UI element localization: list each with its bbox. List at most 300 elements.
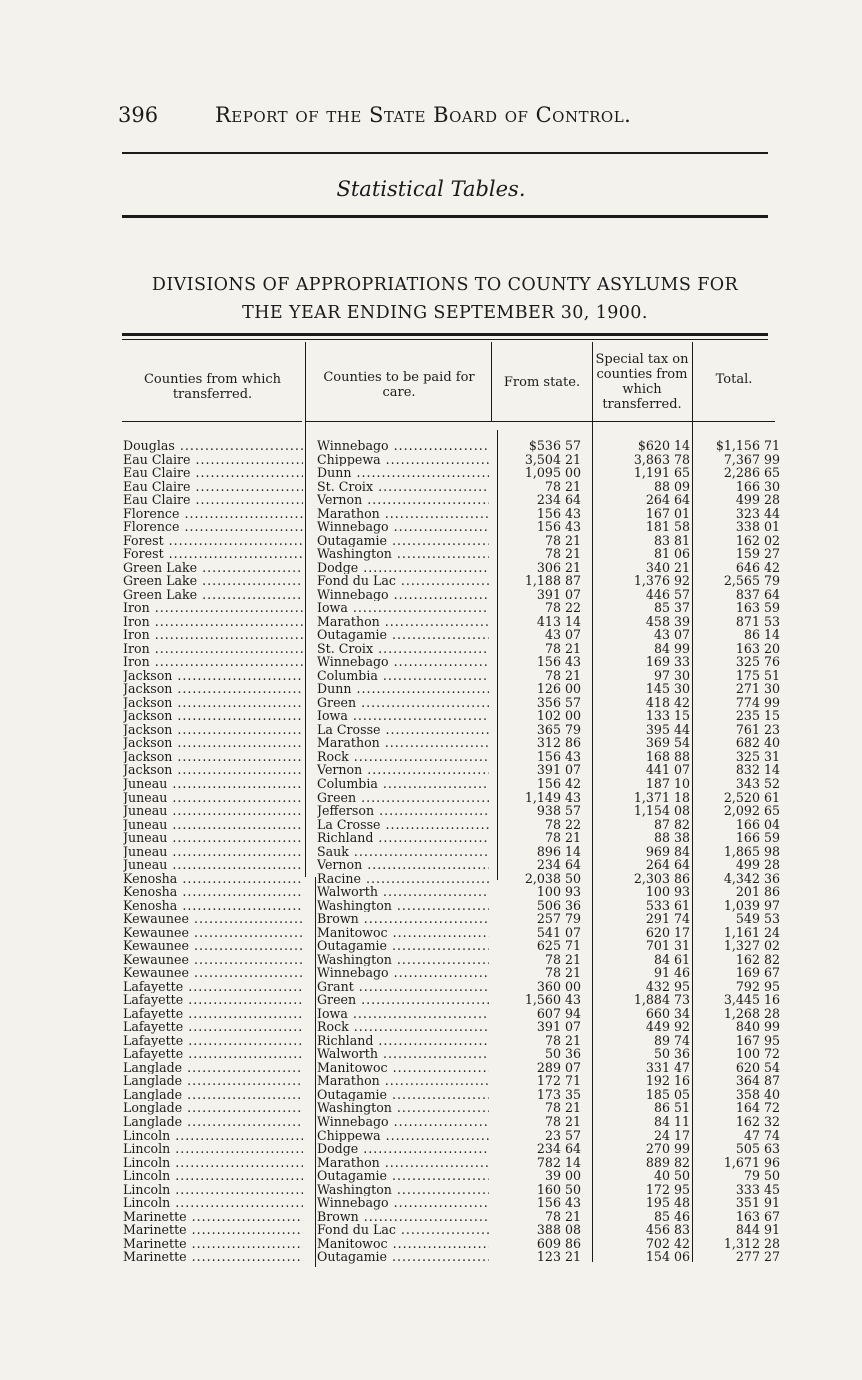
- from-state-cell: 1,149 43: [524, 789, 581, 805]
- table-row: [0, 547, 862, 561]
- from-state-cell: 156 43: [536, 1195, 581, 1211]
- from-county-cell: Lafayette .....: [123, 1034, 303, 1048]
- from-county-cell: Juneau .....: [123, 818, 303, 832]
- to-county-cell: Rock .....: [317, 1020, 489, 1034]
- to-county-cell: Iowa .....: [317, 709, 489, 723]
- total-cell: 162 02: [735, 532, 780, 548]
- from-state-cell: 43 07: [544, 627, 581, 643]
- table-row: [0, 1196, 862, 1210]
- total-cell: 166 30: [735, 478, 780, 494]
- from-county-cell: Longlade .....: [123, 1101, 303, 1115]
- special-tax-cell: 85 37: [653, 600, 690, 616]
- column-divider-2: [491, 342, 492, 422]
- total-cell: 761 23: [735, 721, 780, 737]
- total-cell: 277 27: [735, 1249, 780, 1265]
- special-tax-cell: 89 74: [653, 1032, 690, 1048]
- table-row: [0, 993, 862, 1007]
- special-tax-cell: 24 17: [653, 1127, 690, 1143]
- table-title-line-1: DIVISIONS OF APPROPRIATIONS TO COUNTY ASYLUMS FOR: [151, 275, 739, 295]
- from-county-cell: Jackson .....: [123, 682, 303, 696]
- to-county-cell: Dodge .....: [317, 561, 489, 575]
- from-state-cell: 39 00: [544, 1168, 581, 1184]
- total-cell: 2,286 65: [723, 465, 780, 481]
- header-underline-2: [306, 421, 492, 422]
- total-cell: 646 42: [735, 559, 780, 575]
- to-county-cell: Iowa .....: [317, 601, 489, 615]
- table-title-line-2: THE YEAR ENDING SEPTEMBER 30, 1900.: [242, 303, 648, 323]
- special-tax-cell: 1,191 65: [633, 465, 690, 481]
- header-underline-3: [492, 421, 592, 422]
- to-county-cell: Columbia .....: [317, 669, 489, 683]
- from-county-cell: Iron .....: [123, 642, 303, 656]
- to-county-cell: La Crosse .....: [317, 723, 489, 737]
- special-tax-cell: 660 34: [645, 1005, 690, 1021]
- header-from-state: From state.: [503, 375, 581, 390]
- table-row: [0, 615, 862, 629]
- special-tax-cell: 86 51: [653, 1100, 690, 1116]
- to-county-cell: Richland .....: [317, 831, 489, 845]
- from-state-cell: 3,504 21: [524, 451, 581, 467]
- from-state-cell: 78 21: [544, 532, 581, 548]
- to-county-cell: Iowa .....: [317, 1007, 489, 1021]
- table-row: [0, 777, 862, 791]
- special-tax-cell: 441 07: [645, 762, 690, 778]
- total-cell: 169 67: [735, 965, 780, 981]
- from-state-cell: 938 57: [536, 803, 581, 819]
- total-cell: 325 76: [735, 654, 780, 670]
- total-cell: 79 50: [743, 1168, 780, 1184]
- from-state-cell: 782 14: [536, 1154, 581, 1170]
- special-tax-cell: 100 93: [645, 884, 690, 900]
- from-county-cell: Langlade .....: [123, 1115, 303, 1129]
- from-county-cell: Kewaunee .....: [123, 939, 303, 953]
- from-state-cell: 1,188 87: [524, 573, 581, 589]
- from-state-cell: $536 57: [528, 438, 581, 453]
- special-tax-cell: 87 82: [653, 816, 690, 832]
- to-county-cell: Walworth .....: [317, 885, 489, 899]
- table-row: [0, 574, 862, 588]
- to-county-cell: Winnebago .....: [317, 520, 489, 534]
- total-cell: 271 30: [735, 681, 780, 697]
- total-cell: 837 64: [735, 586, 780, 602]
- from-county-cell: Eau Claire .....: [123, 453, 303, 467]
- from-county-cell: Kewaunee .....: [123, 926, 303, 940]
- from-county-cell: Kenosha .....: [123, 885, 303, 899]
- to-county-cell: Outagamie .....: [317, 939, 489, 953]
- from-county-cell: Iron .....: [123, 628, 303, 642]
- to-county-cell: Vernon .....: [317, 858, 489, 872]
- total-cell: 323 44: [735, 505, 780, 521]
- table-row: [0, 682, 862, 696]
- table-row: [0, 1223, 862, 1237]
- special-tax-cell: 169 33: [645, 654, 690, 670]
- from-state-cell: 156 43: [536, 519, 581, 535]
- total-cell: 163 20: [735, 640, 780, 656]
- from-county-cell: Juneau .....: [123, 777, 303, 791]
- from-state-cell: 356 57: [536, 694, 581, 710]
- header-to-county: Counties to be paid for care.: [323, 370, 475, 400]
- from-county-cell: Jackson .....: [123, 709, 303, 723]
- total-cell: 682 40: [735, 735, 780, 751]
- from-county-cell: Kenosha .....: [123, 899, 303, 913]
- special-tax-cell: 1,371 18: [633, 789, 690, 805]
- special-tax-cell: 701 31: [645, 938, 690, 954]
- special-tax-cell: 88 38: [653, 830, 690, 846]
- table-row: [0, 899, 862, 913]
- from-state-cell: 78 21: [544, 1114, 581, 1129]
- table-row: [0, 804, 862, 818]
- special-tax-cell: 458 39: [645, 613, 690, 629]
- total-cell: 364 87: [735, 1073, 780, 1089]
- table-row: [0, 561, 862, 575]
- total-cell: 325 31: [735, 748, 780, 764]
- from-state-cell: 78 21: [544, 478, 581, 494]
- special-tax-cell: 620 17: [645, 924, 690, 940]
- table-row: [0, 1074, 862, 1088]
- to-county-cell: Dodge .....: [317, 1142, 489, 1156]
- table-row: [0, 1101, 862, 1115]
- from-state-cell: 78 21: [544, 1032, 581, 1048]
- page-number: 396: [118, 103, 159, 127]
- from-state-cell: 160 50: [536, 1181, 581, 1197]
- to-county-cell: Green .....: [317, 791, 489, 805]
- table-row: [0, 885, 862, 899]
- total-cell: 166 04: [735, 816, 780, 832]
- from-county-cell: Eau Claire .....: [123, 480, 303, 494]
- special-tax-cell: 168 88: [645, 748, 690, 764]
- special-tax-cell: 432 95: [645, 978, 690, 994]
- special-tax-cell: 291 74: [645, 911, 690, 927]
- total-cell: 2,565 79: [723, 573, 780, 589]
- from-state-cell: 50 36: [544, 1046, 581, 1062]
- table-row: [0, 966, 862, 980]
- to-county-cell: Chippewa .....: [317, 1129, 489, 1143]
- total-cell: 4,342 36: [723, 870, 780, 886]
- from-county-cell: Eau Claire .....: [123, 466, 303, 480]
- total-cell: 1,039 97: [723, 897, 780, 913]
- from-county-cell: Marinette .....: [123, 1237, 303, 1251]
- total-cell: 162 82: [735, 951, 780, 967]
- to-county-cell: Manitowoc .....: [317, 1061, 489, 1075]
- table-top-rule: [122, 333, 768, 336]
- table-row: [0, 1250, 862, 1264]
- total-cell: 499 28: [735, 492, 780, 508]
- total-cell: 164 72: [735, 1100, 780, 1116]
- from-county-cell: Iron .....: [123, 601, 303, 615]
- from-county-cell: Green Lake .....: [123, 561, 303, 575]
- to-county-cell: Outagamie .....: [317, 628, 489, 642]
- to-county-cell: Winnebago .....: [317, 1196, 489, 1210]
- total-cell: 1,161 24: [723, 924, 780, 940]
- from-state-cell: 78 21: [544, 965, 581, 981]
- from-county-cell: Lafayette .....: [123, 1020, 303, 1034]
- to-county-cell: Brown .....: [317, 912, 489, 926]
- total-cell: 1,327 02: [723, 938, 780, 954]
- to-county-cell: Grant .....: [317, 980, 489, 994]
- to-county-cell: Vernon .....: [317, 763, 489, 777]
- from-county-cell: Langlade .....: [123, 1074, 303, 1088]
- total-cell: 333 45: [735, 1181, 780, 1197]
- to-county-cell: Outagamie .....: [317, 1169, 489, 1183]
- to-county-cell: Outagamie .....: [317, 534, 489, 548]
- to-county-cell: Winnebago .....: [317, 655, 489, 669]
- special-tax-cell: 270 99: [645, 1141, 690, 1157]
- table-row: [0, 858, 862, 872]
- table-row: [0, 628, 862, 642]
- special-tax-cell: 889 82: [645, 1154, 690, 1170]
- to-county-cell: Marathon .....: [317, 507, 489, 521]
- from-state-cell: 102 00: [536, 708, 581, 724]
- table-row: [0, 642, 862, 656]
- from-county-cell: Marinette .....: [123, 1250, 303, 1264]
- to-county-cell: Fond du Lac .....: [317, 1223, 489, 1237]
- from-county-cell: Jackson .....: [123, 736, 303, 750]
- total-cell: 235 15: [735, 708, 780, 724]
- to-county-cell: Walworth .....: [317, 1047, 489, 1061]
- from-state-cell: 388 08: [536, 1222, 581, 1238]
- special-tax-cell: 3,863 78: [633, 451, 690, 467]
- from-county-cell: Jackson .....: [123, 723, 303, 737]
- table-row: [0, 601, 862, 615]
- table-top-rule-thin: [122, 339, 768, 340]
- total-cell: 343 52: [735, 776, 780, 791]
- total-cell: 175 51: [735, 667, 780, 683]
- table-row: [0, 831, 862, 845]
- section-title: Statistical Tables.: [336, 177, 526, 201]
- special-tax-cell: 167 01: [645, 505, 690, 521]
- from-county-cell: Lincoln .....: [123, 1169, 303, 1183]
- from-state-cell: 391 07: [536, 1019, 581, 1035]
- total-cell: 1,268 28: [723, 1005, 780, 1021]
- table-row: [0, 669, 862, 683]
- from-county-cell: Lincoln .....: [123, 1142, 303, 1156]
- table-row: [0, 953, 862, 967]
- to-county-cell: Manitowoc .....: [317, 1237, 489, 1251]
- from-county-cell: Marinette .....: [123, 1223, 303, 1237]
- table-row: [0, 1129, 862, 1143]
- special-tax-cell: 185 05: [645, 1086, 690, 1102]
- from-county-cell: Forest .....: [123, 547, 303, 561]
- to-county-cell: Brown .....: [317, 1210, 489, 1224]
- from-state-cell: 609 86: [536, 1235, 581, 1251]
- to-county-cell: Columbia .....: [317, 777, 489, 791]
- from-state-cell: 156 43: [536, 505, 581, 521]
- table-row: [0, 818, 862, 832]
- from-county-cell: Jackson .....: [123, 763, 303, 777]
- from-state-cell: 78 21: [544, 830, 581, 846]
- special-tax-cell: 195 48: [645, 1195, 690, 1211]
- to-county-cell: Marathon .....: [317, 1156, 489, 1170]
- table-row: [0, 709, 862, 723]
- to-county-cell: La Crosse .....: [317, 818, 489, 832]
- total-cell: 100 72: [735, 1046, 780, 1062]
- total-cell: 166 59: [735, 830, 780, 846]
- from-county-cell: Florence .....: [123, 520, 303, 534]
- header-special-tax: Special tax on counties from which transferred.: [595, 352, 689, 412]
- total-cell: 162 32: [735, 1114, 780, 1129]
- from-county-cell: Kewaunee .....: [123, 953, 303, 967]
- to-county-cell: Vernon .....: [317, 493, 489, 507]
- to-county-cell: Rock .....: [317, 750, 489, 764]
- table-row: [0, 750, 862, 764]
- special-tax-cell: 50 36: [653, 1046, 690, 1062]
- table-row: [0, 1142, 862, 1156]
- table-row: [0, 696, 862, 710]
- from-state-cell: 413 14: [536, 613, 581, 629]
- from-county-cell: Jackson .....: [123, 750, 303, 764]
- special-tax-cell: 456 83: [645, 1222, 690, 1238]
- table-row: [0, 1115, 862, 1129]
- from-state-cell: 78 21: [544, 1208, 581, 1224]
- total-cell: 3,445 16: [723, 992, 780, 1008]
- special-tax-cell: 533 61: [645, 897, 690, 913]
- total-cell: 167 95: [735, 1032, 780, 1048]
- special-tax-cell: 340 21: [645, 559, 690, 575]
- table-title: [105, 271, 785, 327]
- to-county-cell: Washington .....: [317, 1101, 489, 1115]
- special-tax-cell: 40 50: [653, 1168, 690, 1184]
- from-county-cell: Eau Claire .....: [123, 493, 303, 507]
- special-tax-cell: 154 06: [645, 1249, 690, 1265]
- from-state-cell: 78 21: [544, 951, 581, 967]
- from-county-cell: Lincoln .....: [123, 1183, 303, 1197]
- special-tax-cell: 145 30: [645, 681, 690, 697]
- special-tax-cell: $620 14: [637, 438, 690, 453]
- to-county-cell: St. Croix .....: [317, 480, 489, 494]
- to-county-cell: Washington .....: [317, 1183, 489, 1197]
- table-row: [0, 1156, 862, 1170]
- to-county-cell: Marathon .....: [317, 1074, 489, 1088]
- header-underline-5: [693, 421, 775, 422]
- from-state-cell: 306 21: [536, 559, 581, 575]
- from-state-cell: 78 21: [544, 667, 581, 683]
- table-row: [0, 1020, 862, 1034]
- special-tax-cell: 84 11: [653, 1114, 690, 1129]
- special-tax-cell: 88 09: [653, 478, 690, 494]
- total-cell: 47 74: [743, 1127, 780, 1143]
- from-state-cell: 625 71: [536, 938, 581, 954]
- from-county-cell: Lincoln .....: [123, 1156, 303, 1170]
- table-row: [0, 1034, 862, 1048]
- to-county-cell: Outagamie .....: [317, 1088, 489, 1102]
- special-tax-cell: 97 30: [653, 667, 690, 683]
- table-row: [0, 1169, 862, 1183]
- from-state-cell: 78 22: [544, 816, 581, 832]
- from-county-cell: Lafayette .....: [123, 980, 303, 994]
- from-state-cell: 23 57: [544, 1127, 581, 1143]
- total-cell: 338 01: [735, 519, 780, 535]
- total-cell: 871 53: [735, 613, 780, 629]
- from-state-cell: 172 71: [536, 1073, 581, 1089]
- table-row: [0, 736, 862, 750]
- from-county-cell: Juneau .....: [123, 845, 303, 859]
- from-state-cell: 78 21: [544, 1100, 581, 1116]
- table-row: [0, 507, 862, 521]
- from-county-cell: Forest .....: [123, 534, 303, 548]
- table-row: [0, 723, 862, 737]
- to-county-cell: Washington .....: [317, 953, 489, 967]
- to-county-cell: Winnebago .....: [317, 1115, 489, 1129]
- from-state-cell: 78 21: [544, 546, 581, 562]
- from-county-cell: Juneau .....: [123, 858, 303, 872]
- from-state-cell: 234 64: [536, 1141, 581, 1157]
- to-county-cell: Winnebago .....: [317, 966, 489, 980]
- table-row: [0, 1061, 862, 1075]
- from-county-cell: Lincoln .....: [123, 1196, 303, 1210]
- from-state-cell: 312 86: [536, 735, 581, 751]
- special-tax-cell: 446 57: [645, 586, 690, 602]
- to-county-cell: St. Croix .....: [317, 642, 489, 656]
- from-state-cell: 78 21: [544, 640, 581, 656]
- special-tax-cell: 264 64: [645, 857, 690, 873]
- total-cell: 201 86: [735, 884, 780, 900]
- total-cell: 163 67: [735, 1208, 780, 1224]
- special-tax-cell: 133 15: [645, 708, 690, 724]
- from-county-cell: Lafayette .....: [123, 1007, 303, 1021]
- from-state-cell: 506 36: [536, 897, 581, 913]
- from-county-cell: Iron .....: [123, 655, 303, 669]
- table-row: [0, 453, 862, 467]
- table-row: [0, 534, 862, 548]
- to-county-cell: Jefferson .....: [317, 804, 489, 818]
- from-county-cell: Douglas .....: [123, 439, 303, 453]
- special-tax-cell: 192 16: [645, 1073, 690, 1089]
- to-county-cell: Richland .....: [317, 1034, 489, 1048]
- from-state-cell: 607 94: [536, 1005, 581, 1021]
- table-row: [0, 588, 862, 602]
- from-state-cell: 289 07: [536, 1059, 581, 1075]
- total-cell: 351 91: [735, 1195, 780, 1211]
- header-total: Total.: [715, 372, 753, 387]
- table-row: [0, 480, 862, 494]
- table-row: [0, 763, 862, 777]
- to-county-cell: Washington .....: [317, 547, 489, 561]
- special-tax-cell: 43 07: [653, 627, 690, 643]
- special-tax-cell: 2,303 86: [633, 870, 690, 886]
- total-cell: 86 14: [743, 627, 780, 643]
- from-state-cell: 156 43: [536, 748, 581, 764]
- from-state-cell: 896 14: [536, 843, 581, 859]
- total-cell: 832 14: [735, 762, 780, 778]
- from-county-cell: Langlade .....: [123, 1088, 303, 1102]
- to-county-cell: Dunn .....: [317, 682, 489, 696]
- total-cell: 1,865 98: [723, 843, 780, 859]
- from-state-cell: 391 07: [536, 586, 581, 602]
- from-state-cell: 1,560 43: [524, 992, 581, 1008]
- from-state-cell: 234 64: [536, 492, 581, 508]
- from-county-cell: Juneau .....: [123, 804, 303, 818]
- table-row: [0, 493, 862, 507]
- from-state-cell: 78 22: [544, 600, 581, 616]
- total-cell: 7,367 99: [723, 451, 780, 467]
- special-tax-cell: 91 46: [653, 965, 690, 981]
- table-row: [0, 939, 862, 953]
- table-row: [0, 980, 862, 994]
- from-state-cell: 1,095 00: [524, 465, 581, 481]
- total-cell: 774 99: [735, 694, 780, 710]
- special-tax-cell: 1,154 08: [633, 803, 690, 819]
- to-county-cell: Fond du Lac .....: [317, 574, 489, 588]
- to-county-cell: Racine .....: [317, 872, 489, 886]
- special-tax-cell: 418 42: [645, 694, 690, 710]
- from-state-cell: 2,038 50: [524, 870, 581, 886]
- special-tax-cell: 1,884 73: [633, 992, 690, 1008]
- from-county-cell: Juneau .....: [123, 791, 303, 805]
- special-tax-cell: 264 64: [645, 492, 690, 508]
- total-cell: 163 59: [735, 600, 780, 616]
- to-county-cell: Washington .....: [317, 899, 489, 913]
- total-cell: 792 95: [735, 978, 780, 994]
